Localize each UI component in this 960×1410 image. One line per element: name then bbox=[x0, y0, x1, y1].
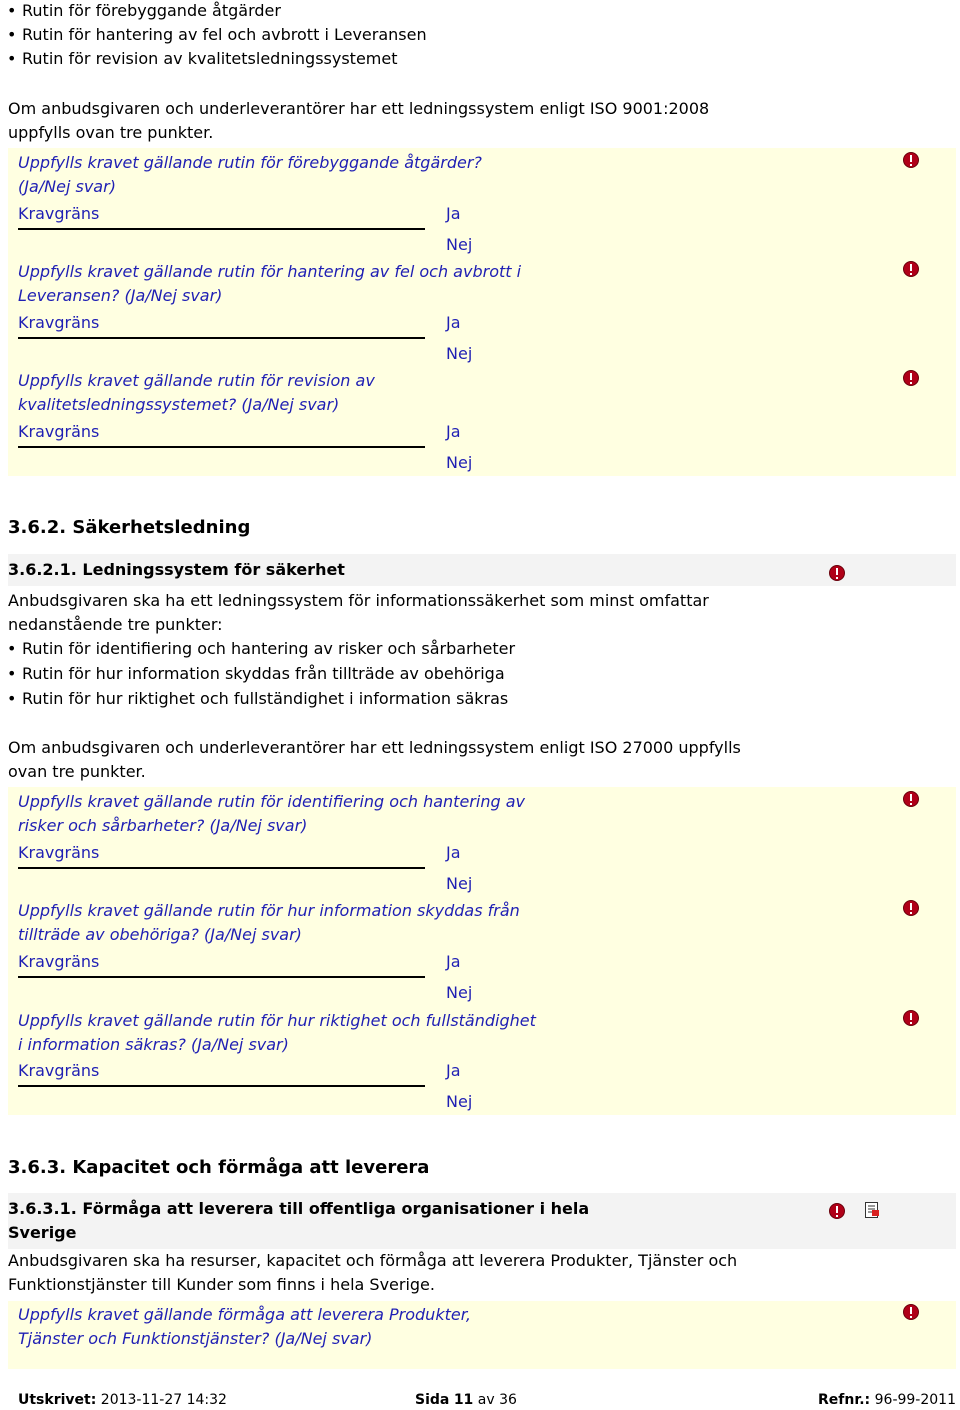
section-heading: 3.6.2. Säkerhetsledning bbox=[8, 517, 251, 538]
warning-icon bbox=[903, 261, 919, 277]
printed-label: Utskrivet: bbox=[18, 1392, 97, 1408]
warning-icon bbox=[903, 1304, 919, 1320]
answer-option-ja[interactable]: Ja bbox=[446, 1061, 461, 1080]
paragraph-line: Funktionstjänster till Kunder som finns i hela Sverige. bbox=[8, 1275, 435, 1294]
question-text: risker och sårbarheter? (Ja/Nej svar) bbox=[18, 816, 308, 835]
list-item: • Rutin för hur information skyddas från tillträde av obehöriga bbox=[22, 662, 505, 686]
requirement-title: 3.6.2.1. Ledningssystem för säkerhet bbox=[8, 560, 345, 579]
question-text: Uppfylls kravet gällande rutin för revision av bbox=[18, 371, 375, 390]
answer-line bbox=[18, 337, 425, 339]
footer-page bbox=[415, 1390, 517, 1410]
footer-printed bbox=[18, 1390, 227, 1410]
kravgrans-label: Kravgräns bbox=[18, 843, 100, 862]
kravgrans-label: Kravgräns bbox=[18, 422, 100, 441]
answer-option-ja[interactable]: Ja bbox=[446, 422, 461, 441]
list-item: • Rutin för identifiering och hantering av risker och sårbarheter bbox=[22, 637, 515, 661]
answer-option-nej[interactable]: Nej bbox=[446, 874, 473, 893]
warning-icon bbox=[903, 900, 919, 916]
kravgrans-label: Kravgräns bbox=[18, 952, 100, 971]
kravgrans-label: Kravgräns bbox=[18, 204, 100, 223]
paragraph-line: Om anbudsgivaren och underleverantörer har ett ledningssystem enligt ISO 9001:2008 bbox=[8, 99, 710, 118]
answer-line bbox=[18, 446, 425, 448]
list-item: • Rutin för förebyggande åtgärder bbox=[22, 0, 281, 23]
warning-icon bbox=[903, 1010, 919, 1026]
question-text: Uppfylls kravet gällande rutin för hur riktighet och fullständighet bbox=[18, 1011, 536, 1030]
question-text: (Ja/Nej svar) bbox=[18, 177, 116, 196]
printed-value: 2013-11-27 14:32 bbox=[100, 1392, 227, 1408]
paragraph-line: Anbudsgivaren ska ha resurser, kapacitet och förmåga att leverera Produkter, Tjänster och bbox=[8, 1251, 738, 1270]
list-item: • Rutin för hantering av fel och avbrott i Leveransen bbox=[22, 23, 427, 47]
paragraph-line: Om anbudsgivaren och underleverantörer har ett ledningssystem enligt ISO 27000 uppfylls bbox=[8, 738, 741, 757]
list-item: • Rutin för hur riktighet och fullständighet i information säkras bbox=[22, 687, 508, 711]
section-heading: 3.6.3. Kapacitet och förmåga att leverera bbox=[8, 1157, 430, 1178]
paragraph-line: Anbudsgivaren ska ha ett ledningssystem för informationssäkerhet som minst omfattar bbox=[8, 591, 709, 610]
answer-option-ja[interactable]: Ja bbox=[446, 843, 461, 862]
answer-option-nej[interactable]: Nej bbox=[446, 235, 473, 254]
answer-option-nej[interactable]: Nej bbox=[446, 983, 473, 1002]
footer-ref bbox=[818, 1390, 956, 1410]
ref-value: 96-99-2011 bbox=[874, 1392, 956, 1408]
page-total: 36 bbox=[499, 1392, 517, 1408]
requirement-title: 3.6.3.1. Förmåga att leverera till offentliga organisationer i hela bbox=[8, 1199, 590, 1218]
question-text: tillträde av obehöriga? (Ja/Nej svar) bbox=[18, 925, 302, 944]
page-number: 11 bbox=[453, 1392, 474, 1408]
warning-icon bbox=[903, 152, 919, 168]
warning-icon bbox=[903, 791, 919, 807]
answer-option-nej[interactable]: Nej bbox=[446, 1092, 473, 1111]
kravgrans-label: Kravgräns bbox=[18, 313, 100, 332]
document-icon bbox=[864, 1201, 880, 1219]
question-text: kvalitetsledningssystemet? (Ja/Nej svar) bbox=[18, 395, 340, 414]
question-text: Uppfylls kravet gällande rutin för hantering av fel och avbrott i bbox=[18, 262, 522, 281]
paragraph-line: uppfylls ovan tre punkter. bbox=[8, 123, 214, 142]
answer-line bbox=[18, 1085, 425, 1087]
list-item: • Rutin för revision av kvalitetsledningssystemet bbox=[22, 47, 398, 71]
paragraph-line: nedanstående tre punkter: bbox=[8, 615, 223, 634]
answer-line bbox=[18, 228, 425, 230]
question-text: Uppfylls kravet gällande rutin för identifiering och hantering av bbox=[18, 792, 525, 811]
question-text: Leveransen? (Ja/Nej svar) bbox=[18, 286, 223, 305]
paragraph-line: ovan tre punkter. bbox=[8, 762, 146, 781]
question-text: Tjänster och Funktionstjänster? (Ja/Nej svar) bbox=[18, 1329, 373, 1348]
question-text: Uppfylls kravet gällande rutin för hur information skyddas från bbox=[18, 901, 520, 920]
requirement-title: Sverige bbox=[8, 1223, 77, 1242]
answer-option-nej[interactable]: Nej bbox=[446, 344, 473, 363]
question-text: i information säkras? (Ja/Nej svar) bbox=[18, 1035, 289, 1054]
question-text: Uppfylls kravet gällande förmåga att leverera Produkter, bbox=[18, 1305, 471, 1324]
answer-option-ja[interactable]: Ja bbox=[446, 313, 461, 332]
question-text: Uppfylls kravet gällande rutin för förebyggande åtgärder? bbox=[18, 153, 482, 172]
kravgrans-label: Kravgräns bbox=[18, 1061, 100, 1080]
answer-line bbox=[18, 976, 425, 978]
answer-option-ja[interactable]: Ja bbox=[446, 204, 461, 223]
answer-line bbox=[18, 867, 425, 869]
ref-label: Refnr.: bbox=[818, 1392, 871, 1408]
answer-option-ja[interactable]: Ja bbox=[446, 952, 461, 971]
page-label: Sida bbox=[415, 1392, 450, 1408]
page-of: av bbox=[477, 1392, 495, 1408]
warning-icon bbox=[829, 565, 845, 581]
warning-icon bbox=[903, 370, 919, 386]
answer-option-nej[interactable]: Nej bbox=[446, 453, 473, 472]
question-box bbox=[8, 148, 956, 476]
warning-icon bbox=[829, 1203, 845, 1219]
